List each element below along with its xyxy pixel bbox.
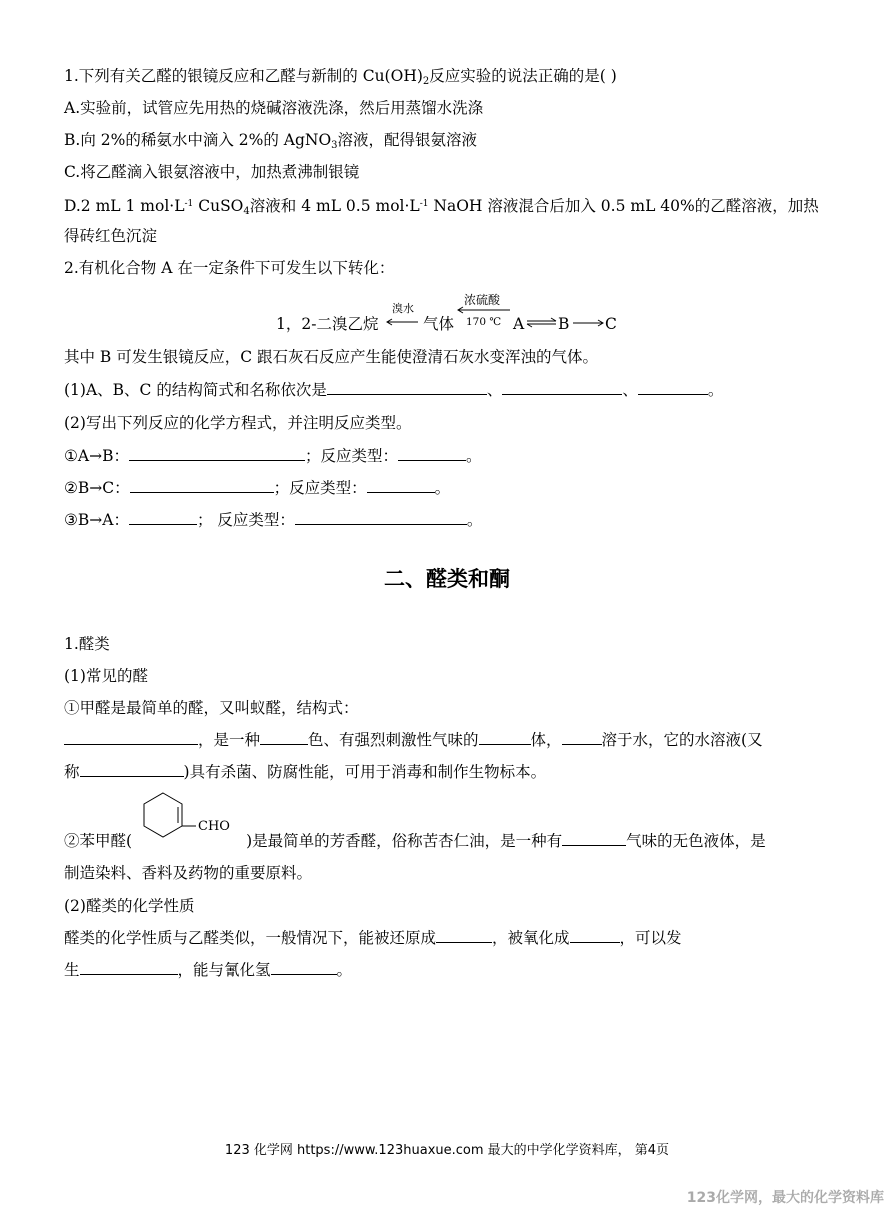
answer-blank[interactable] [562,831,626,846]
answer-blank[interactable] [638,380,708,395]
watermark: 123化学网，最大的化学资料库 [686,1190,884,1206]
scheme-gas: 气体 [423,315,455,333]
answer-blank[interactable] [130,478,274,493]
answer-blank[interactable] [129,446,305,461]
q2-reaction-3: ③B→A： ； 反应类型： 。 [64,511,483,529]
q2-reaction-2: ②B→C： ；反应类型： 。 [64,479,451,497]
q1-option-d: D.2 mL 1 $mol\cdot L^{-1}$ CuSO$_4$溶液和 4 mL 0.5 $mol\cdot L^{-1}$ NaOH 溶液混合后加入 0.5 mL 40%的乙醛溶液，加热 [64,197,819,217]
q1-stem: 1.下列有关乙醛的银镜反应和乙醛与新制的 $Cu(OH)_2$反应实验的说法正确的是( ) [64,67,617,87]
answer-blank[interactable] [562,730,602,745]
answer-blank[interactable] [80,960,178,975]
answer-blank[interactable] [436,928,492,943]
page-footer: 123 化学网 https://www.123huaxue.com 最大的中学化学资料库， 第4页 [224,1143,670,1158]
s1-chem-heading: (2)醛类的化学性质 [64,897,195,915]
s1-subheading: (1)常见的醛 [64,667,148,685]
answer-blank[interactable] [502,380,622,395]
q1-option-d-cont: 得砖红色沉淀 [64,227,158,245]
answer-blank[interactable] [260,730,308,745]
formaldehyde-line: ①甲醛是最简单的醛，又叫蚁醛，结构式： [64,699,359,717]
scheme-c: C [605,315,617,333]
formaldehyde-solution: 称 )具有杀菌、防腐性能，可用于消毒和制作生物标本。 [64,763,547,781]
scheme-temperature: 170 ℃ [466,316,502,328]
aldehyde-chemistry: 醛类的化学性质与乙醛类似，一般情况下，能被还原成 ，被氧化成 ，可以发 [64,929,682,947]
aldehyde-chemistry-cont: 生 ，能与氰化氢 。 [64,961,353,979]
scheme-a: A [513,315,525,333]
q2-reaction-1: ①A→B： ；反应类型： 。 [64,447,482,465]
formaldehyde-properties: ，是一种 色、有强烈刺激性气味的 体， 溶于水，它的水溶液(又 [64,730,763,750]
answer-blank[interactable] [367,478,435,493]
scheme-reagent-acid: 浓硫酸 [464,293,501,307]
answer-blank[interactable] [129,510,197,525]
reaction-scheme [0,288,894,338]
answer-blank[interactable] [327,380,487,395]
benzaldehyde-cont: 制造染料、香料及药物的重要原料。 [64,864,313,882]
cho-group: CHO [198,819,230,834]
answer-blank[interactable] [479,730,531,745]
scheme-reagent-bromine: 溴水 [392,302,414,315]
q2-part2: (2)写出下列反应的化学方程式，并注明反应类型。 [64,414,412,432]
section-title: 二、醛类和酮 [384,566,510,591]
scheme-start: 1，2-二溴乙烷 [276,315,379,333]
q2-info: 其中 B 可发生银镜反应，C 跟石灰石反应产生能使澄清石灰水变浑浊的气体。 [64,348,599,366]
q1-option-a: A.实验前，试管应先用热的烧碱溶液洗涤，然后用蒸馏水洗涤 [64,99,484,117]
answer-blank[interactable] [295,510,467,525]
q1-option-b: B.向 2%的稀氨水中滴入 2%的 AgNO$_3$溶液，配得银氨溶液 [64,131,478,151]
benzaldehyde-line: ②苯甲醛( )是最简单的芳香醛，俗称苦杏仁油，是一种有 气味的无色液体，是 [64,832,766,850]
scheme-b: B [558,315,570,333]
q1-option-c: C.将乙醛滴入银氨溶液中，加热煮沸制银镜 [64,163,360,181]
answer-blank[interactable] [398,446,466,461]
q2-part1: (1)A、B、C 的结构简式和名称依次是 、 、 。 [64,381,724,399]
q2-stem: 2.有机化合物 A 在一定条件下可发生以下转化： [64,259,395,277]
answer-blank[interactable] [80,762,184,777]
answer-blank[interactable] [570,928,620,943]
s1-heading: 1.醛类 [64,635,110,653]
answer-blank[interactable] [64,730,198,745]
answer-blank[interactable] [271,960,337,975]
